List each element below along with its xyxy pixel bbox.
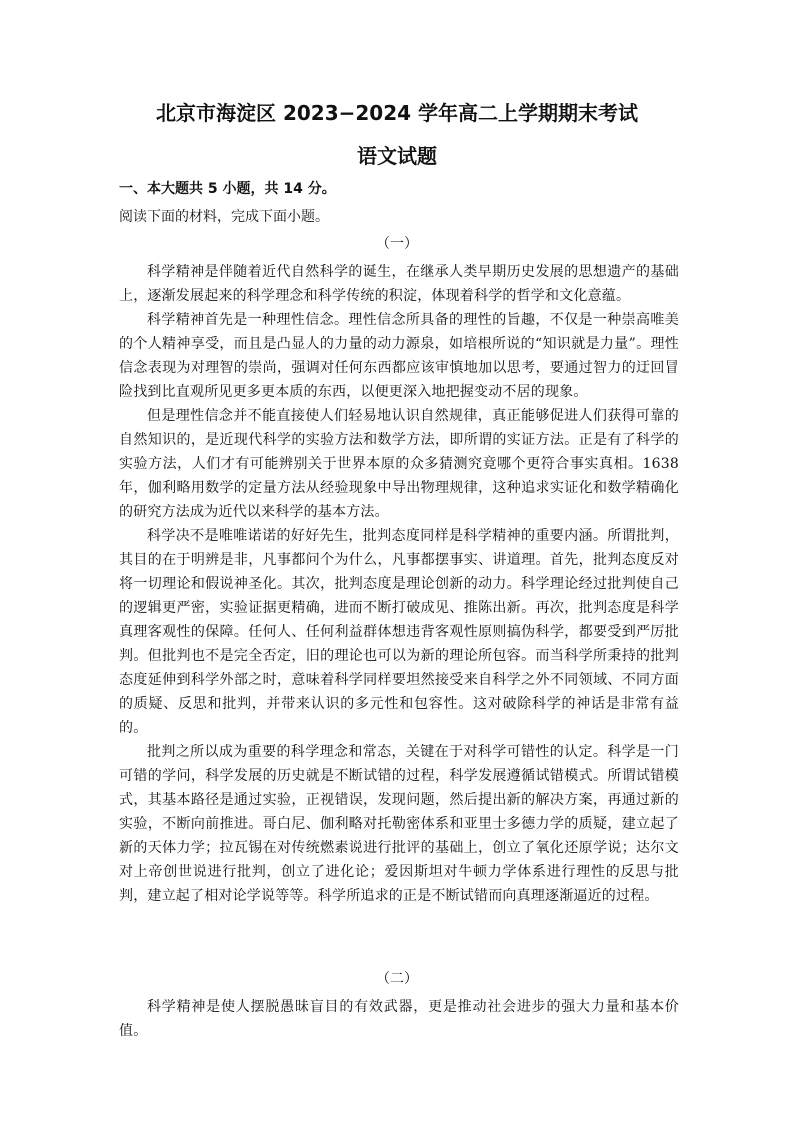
exam-subtitle: 语文试题 — [357, 144, 437, 168]
paragraph: 批判之所以成为重要的科学理念和常态，关键在于对科学可错性的认定。科学是一门可错的学问，科学发展的历史就是不断试错的过程，科学发展遵循试错模式。所谓试错模式，其基本路径是通过实验，正视错误，发现问题，然后提出新的解决方案，再通过新的实验，不断向前推进。哥白尼、伽利略对托勒密体系和亚里士多德力学的质疑，建立起了新的天体力学；拉瓦锡在对传统燃素说进行批评的基础上，创立了氧化还原学说；达尔文对上帝创世说进行批判，创立了进化论；爱因斯坦对牛顿力学体系进行理性的反思与批判，建立起了相对论学说等等。科学所追求的正是不断试错而向真理逐渐逼近的过程。 — [119, 744, 679, 904]
section-heading: 一、本大题共 5 小题，共 14 分。 — [119, 181, 336, 197]
part-two-body — [119, 995, 679, 1043]
instruction-text: 阅读下面的材料，完成下面小题。 — [119, 209, 329, 225]
part-one-label: （一） — [376, 236, 418, 252]
exam-title: 北京市海淀区 2023−2024 学年高二上学期期末考试 — [155, 101, 638, 125]
paragraph: 科学精神首先是一种理性信念。理性信念所具备的理性的旨趣，不仅是一种崇高唯美的个人精神享受，而且是凸显人的力量的动力源泉，如培根所说的“知识就是力量”。理性信念表现为对理智的崇尚，强调对任何东西都应该审慎地加以思考，要通过智力的迂回冒险找到比直观所见更多更本质的东西，以便更深入地把握变动不居的现象。 — [119, 312, 679, 400]
part-one-body — [119, 260, 679, 908]
paragraph: 科学精神是伴随着近代自然科学的诞生，在继承人类早期历史发展的思想遗产的基础上，逐渐发展起来的科学理念和科学传统的积淀，体现着科学的哲学和文化意蕴。 — [119, 264, 679, 304]
paragraph: 科学决不是唯唯诺诺的好好先生，批判态度同样是科学精神的重要内涵。所谓批判，其目的在于明辨是非，凡事都问个为什么，凡事都摆事实、讲道理。首先，批判态度反对将一切理论和假说神圣化。其次，批判态度是理论创新的动力。科学理论经过批判使自己的逻辑更严密，实验证据更精确，进而不断打破成见、推陈出新。再次，批判态度是科学真理客观性的保障。任何人、任何利益群体想违背客观性原则搞伪科学，都要受到严厉批判。但批判也不是完全否定，旧的理论也可以为新的理论所包容。而当科学所秉持的批判态度延伸到科学外部之时，意味着科学同样要坦然接受来自科学之外不同领域、不同方面的质疑、反思和批判，并带来认识的多元性和包容性。这对破除科学的神话是非常有益的。 — [119, 528, 679, 736]
part-two-label: （二） — [376, 971, 418, 987]
paragraph: 科学精神是使人摆脱愚昧盲目的有效武器，更是推动社会进步的强大力量和基本价值。 — [119, 999, 679, 1039]
paragraph: 但是理性信念并不能直接使人们轻易地认识自然规律，真正能够促进人们获得可靠的自然知识的，是近现代科学的实验方法和数学方法，即所谓的实证方法。正是有了科学的实验方法，人们才有可能辨别关于世界本原的众多猜测究竟哪个更符合事实真相。1638 年，伽利略用数学的定量方法从经验现象中导出物理规律，这种追求实证化和数学精确化的研究方法成为近代以来科学的基本方法。 — [119, 408, 679, 520]
